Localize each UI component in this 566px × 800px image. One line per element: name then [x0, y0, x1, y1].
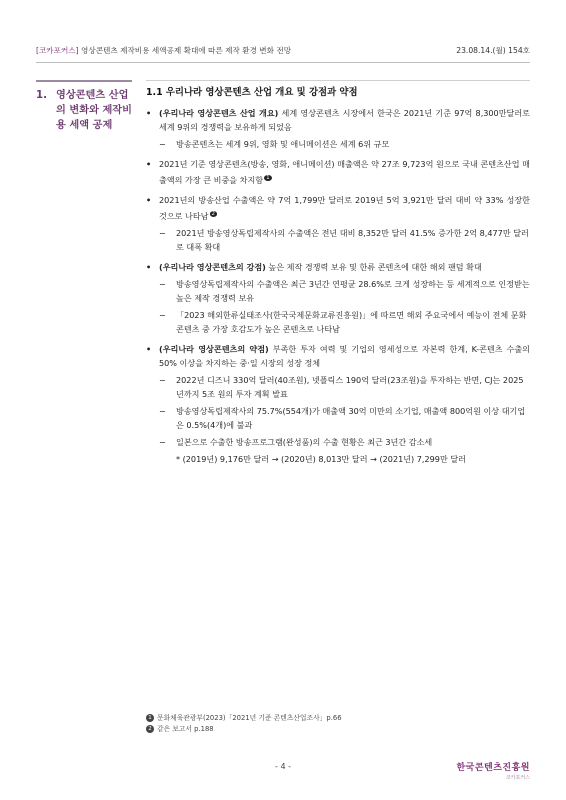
- dash-item: [146, 373, 530, 401]
- bullet-mark: •: [146, 108, 152, 118]
- kocca-logo: [456, 760, 530, 781]
- dash-mark: −: [159, 437, 166, 447]
- header-divider: [36, 62, 530, 63]
- footnote-text: 문화체육관광부(2023)「2021년 기준 콘텐츠산업조사」p.66: [157, 714, 342, 722]
- footnote-number: 2: [146, 725, 154, 733]
- header-issue: 23.08.14.(월) 154호: [456, 45, 530, 55]
- dash-mark: −: [159, 139, 166, 149]
- logo-name: 한국콘텐츠진흥원: [456, 763, 530, 773]
- bullet-exports: [146, 193, 530, 223]
- bullet-industry-overview: [146, 106, 530, 134]
- section-title-text: 영상콘텐츠 산업의 변화와 제작비용 세액 공제: [56, 90, 132, 131]
- header-title: 영상콘텐츠 제작비용 세액공제 확대에 따른 제작 환경 변화 전망: [81, 45, 292, 55]
- bullet-weaknesses: [146, 342, 530, 370]
- footnote-item: [146, 713, 342, 724]
- page-number: - 4 -: [275, 762, 291, 771]
- bullet-text: 부족한 투자 여력 및 기업의 영세성으로 자본력 한계, K-콘텐츠 수출의 50% 이상을 차지하는 중·일 시장의 성장 정체: [159, 344, 530, 368]
- dash-item: [146, 137, 530, 151]
- header-left: [36, 45, 291, 56]
- section-divider: [36, 80, 132, 82]
- dash-text: 2022년 디즈니 330억 달러(40조원), 넷플릭스 190억 달러(23조원)을 투자하는 반면, CJ는 2025년까지 5조 원의 투자 계획 발표: [176, 375, 524, 399]
- footnotes: [146, 713, 342, 735]
- bullet-text: 높은 제작 경쟁력 보유 및 한류 콘텐츠에 대한 해외 팬덤 확대: [265, 262, 482, 272]
- logo-subtitle: 코카포커스: [505, 775, 530, 781]
- footnote-ref: 2: [211, 211, 215, 217]
- bullet-sales: [146, 157, 530, 187]
- dash-mark: −: [159, 375, 166, 385]
- dash-text: 「2023 해외한류실태조사(한국국제문화교류진흥원)」에 따르면 해외 주요국에서 예능이 전체 문화콘텐츠 중 가장 호감도가 높은 콘텐츠로 나타남: [176, 310, 527, 334]
- bullet-text: 세계 영상콘텐츠 시장에서 한국은 2021년 기준 97억 8,300만달러로 세계 9위의 경쟁력을 보유하게 되었음: [159, 108, 530, 132]
- bullet-mark: •: [146, 195, 152, 205]
- footnote-ref: 1: [266, 175, 270, 181]
- footnote-text: 같은 보고서 p.188: [157, 725, 214, 733]
- header-brand: [코카포커스]: [36, 45, 79, 55]
- bullet-bold-label: (우리나라 영상콘텐츠 산업 개요): [159, 108, 279, 118]
- section-number: 1.: [36, 90, 47, 101]
- bullet-mark: •: [146, 262, 152, 272]
- footnote-item: [146, 724, 342, 735]
- dash-text: 방송영상독립제작사의 수출액은 최근 3년간 연평균 28.6%로 크게 성장하는 등 세계적으로 인정받는 높은 제작 경쟁력 보유: [176, 279, 530, 303]
- bullet-bold-label: (우리나라 영상콘텐츠의 강점): [159, 262, 266, 272]
- dash-item: [146, 226, 530, 254]
- dash-item: [146, 435, 530, 449]
- bullet-text: 2021년의 방송산업 수출액은 약 7억 1,799만 달러로 2019년 5억 3,921만 달러 대비 약 33% 성장한 것으로 나타남: [159, 195, 530, 221]
- dash-item: [146, 404, 530, 432]
- section-title: [36, 88, 136, 133]
- dash-text: 일본으로 수출한 방송프로그램(완성품)의 수출 현황은 최근 3년간 감소세: [176, 437, 433, 447]
- main-content: [146, 86, 530, 466]
- bullet-mark: •: [146, 159, 152, 169]
- content-divider: [146, 80, 530, 81]
- bullet-bold-label: (우리나라 영상콘텐츠의 약점): [159, 344, 269, 354]
- dash-text: 2021년 방송영상독립제작사의 수출액은 전년 대비 8,352만 달러 41.5% 증가한 2억 8,477만 달러로 대폭 확대: [176, 228, 529, 252]
- dash-mark: −: [159, 310, 166, 320]
- bullet-strengths: [146, 260, 530, 274]
- dash-mark: −: [159, 228, 166, 238]
- bullet-text: 2021년 기준 영상콘텐츠(방송, 영화, 애니메이션) 매출액은 약 27조 9,723억 원으로 국내 콘텐츠산업 매출액의 가장 큰 비중을 차지함: [159, 159, 530, 185]
- dash-mark: −: [159, 279, 166, 289]
- dash-mark: −: [159, 406, 166, 416]
- dash-text: 방송영상독립제작사의 75.7%(554개)가 매출액 30억 미만의 소기업, 매출액 800억원 이상 대기업은 0.5%(4개)에 불과: [176, 406, 526, 430]
- detail-note: * (2019년) 9,176만 달러 → (2020년) 8,013만 달러 → (2021년) 7,299만 달러: [176, 454, 466, 464]
- bullet-mark: •: [146, 344, 152, 354]
- dash-item: [146, 277, 530, 305]
- dash-item: [146, 308, 530, 336]
- footnote-number: 1: [146, 714, 154, 722]
- dash-text: 방송콘텐츠는 세계 9위, 영화 및 애니메이션은 세계 6위 규모: [176, 139, 390, 149]
- subsection-heading: 1.1 우리나라 영상콘텐츠 산업 개요 및 강점과 약점: [146, 87, 358, 98]
- page-header: [36, 40, 530, 60]
